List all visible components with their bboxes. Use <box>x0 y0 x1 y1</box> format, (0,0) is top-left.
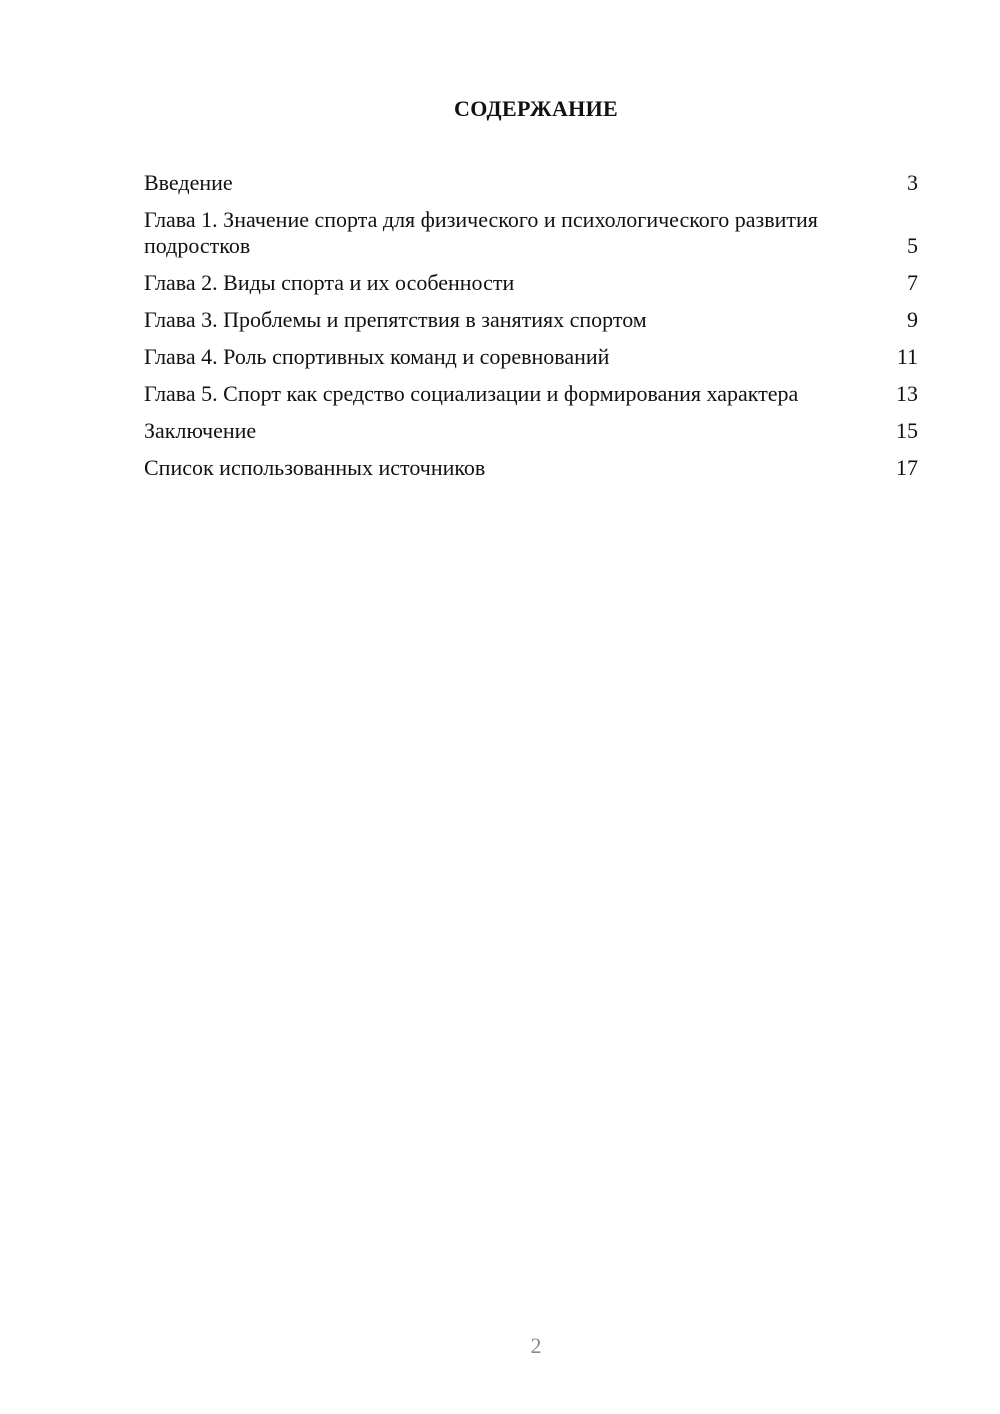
toc-entry-text: Заключение <box>144 418 257 443</box>
toc-entry-conclusion[interactable] <box>144 418 918 444</box>
toc-entry-text: Глава 4. Роль спортивных команд и соревнований <box>144 344 610 369</box>
toc-entry-page-number: 3 <box>907 170 918 195</box>
toc-entry-page-number: 13 <box>896 381 918 406</box>
toc-list <box>144 170 918 492</box>
toc-entry-introduction[interactable] <box>144 170 918 196</box>
toc-entry-page-number: 11 <box>896 344 918 369</box>
toc-entry-page-number: 5 <box>907 233 918 258</box>
toc-entry-page-number: 15 <box>896 418 918 443</box>
toc-entry-text: Глава 5. Спорт как средство социализации и формирования характера <box>144 381 799 406</box>
toc-entry-page-number: 9 <box>907 307 918 332</box>
toc-entry-chapter-4[interactable] <box>144 344 918 370</box>
toc-entry-chapter-1[interactable] <box>144 207 918 259</box>
toc-entry-references[interactable] <box>144 455 918 481</box>
toc-entry-text: Глава 2. Виды спорта и их особенности <box>144 270 515 295</box>
toc-entry-text: Список использованных источников <box>144 455 486 480</box>
toc-entry-text: Глава 1. Значение спорта для физического и психологического развития подростков <box>144 207 818 258</box>
toc-entry-text: Введение <box>144 170 233 195</box>
toc-entry-chapter-5[interactable] <box>144 381 918 407</box>
toc-entry-text: Глава 3. Проблемы и препятствия в занятиях спортом <box>144 307 647 332</box>
page-number-footer: 2 <box>530 1333 542 1358</box>
toc-entry-page-number: 7 <box>907 270 918 295</box>
toc-entry-page-number: 17 <box>896 455 918 480</box>
toc-title: СОДЕРЖАНИЕ <box>454 96 618 121</box>
toc-entry-chapter-2[interactable] <box>144 270 918 296</box>
toc-entry-chapter-3[interactable] <box>144 307 918 333</box>
